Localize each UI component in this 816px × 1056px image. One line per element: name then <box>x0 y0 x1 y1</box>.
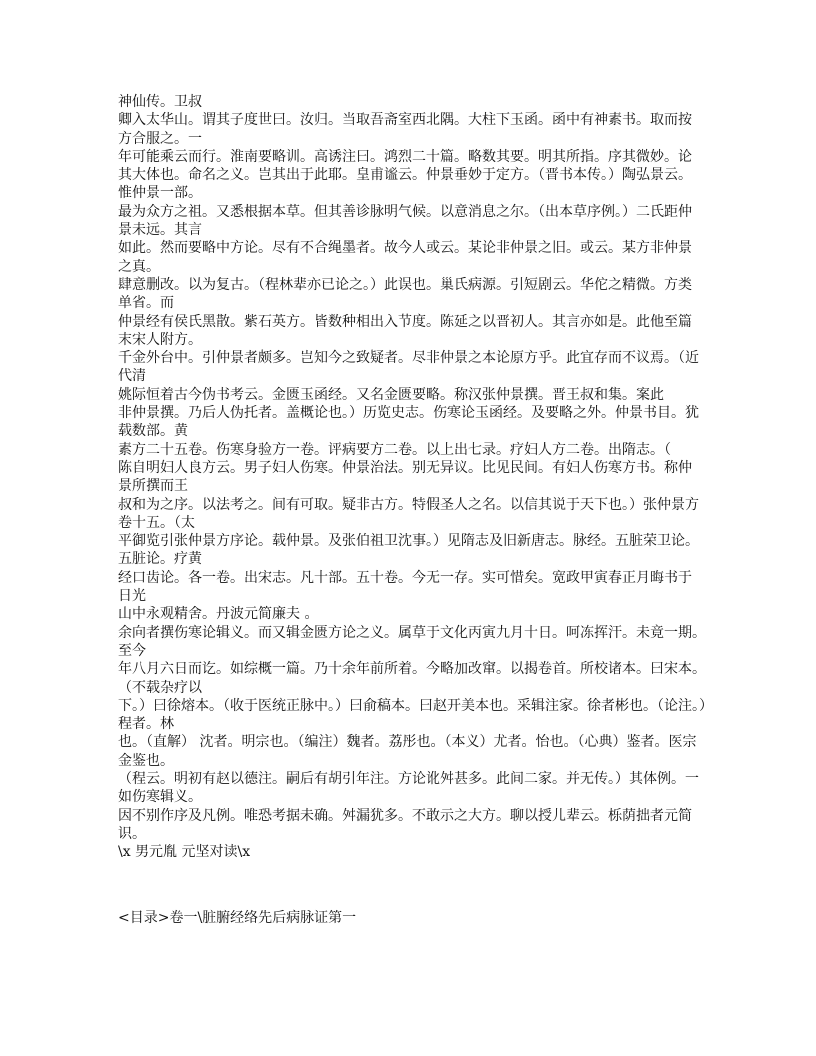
text-line: 方合服之。一 <box>118 130 202 147</box>
text-line: 山中永观精舍。丹波元简廉夫 。 <box>118 606 319 623</box>
text-line: 之真。 <box>118 258 160 275</box>
text-line: 肆意删改。以为复古。（程林辈亦已论之。）此误也。巢氏病源。引短剧云。华佗之精微。方类 <box>118 276 692 293</box>
text-line: 日光 <box>118 588 146 605</box>
text-line: 其大体也。命名之义。岂其出于此耶。皇甫谧云。仲景垂妙于定方。（晋书本传。）陶弘景云。 <box>118 167 692 184</box>
text-line: 非仲景撰。乃后人伪托者。盖概论也。）历览史志。伤寒论玉函经。及要略之外。仲景书目。犹 <box>118 405 699 422</box>
text-line: 末宋人附方。 <box>118 331 202 348</box>
text-line: 至今 <box>118 642 146 659</box>
text-line: 五脏论。疗黄 <box>118 551 202 568</box>
text-line: 最为众方之祖。又悉根据本草。但其善诊脉明气候。以意消息之尔。（出本草序例。）二氏距仲 <box>118 203 692 220</box>
toc-heading: <目录>卷一\脏腑经络先后病脉证第一 <box>118 910 357 926</box>
text-line: 素方二十五卷。伤寒身验方一卷。评病要方二卷。以上出七录。疗妇人方二卷。出隋志。（ <box>118 441 671 458</box>
text-line: 仲景经有侯氏黑散。紫石英方。皆数种相出入节度。陈延之以晋初人。其言亦如是。此他至篇 <box>118 313 692 330</box>
text-line: 经口齿论。各一卷。出宋志。凡十部。五十卷。今无一存。实可惜矣。宽政甲寅春正月晦书于 <box>118 569 692 586</box>
text-line: 如此。然而要略中方论。尽有不合绳墨者。故今人或云。某论非仲景之旧。或云。某方非仲景 <box>118 240 692 257</box>
text-line: （程云。明初有赵以德注。嗣后有胡引年注。方论讹舛甚多。此间二家。并无传。）其体例。一 <box>118 770 699 787</box>
text-line: 景所撰而王 <box>118 478 188 495</box>
text-line: 载数部。黄 <box>118 423 188 440</box>
text-line: 余向者撰伤寒论辑义。而又辑金匮方论之义。属草于文化丙寅九月十日。呵冻挥汗。未竟一期。 <box>118 624 706 641</box>
text-line: 叔和为之序。以法考之。间有可取。疑非古方。特假圣人之名。以信其说于天下也。）张仲景方 <box>118 496 699 513</box>
text-line: 代清 <box>118 368 146 385</box>
text-line: 程者。林 <box>118 716 174 733</box>
text-line: 惟仲景一部。 <box>118 185 202 202</box>
text-line: 单省。而 <box>118 295 174 312</box>
text-line: 年八月六日而讫。如综概一篇。乃十余年前所着。今略加改窜。以揭卷首。所校诸本。曰宋本。 <box>118 661 706 678</box>
document-body <box>118 93 713 861</box>
text-line: 如伤寒辑义。 <box>118 789 202 806</box>
text-line: 陈自明妇人良方云。男子妇人伤寒。仲景治法。别无异议。比见民间。有妇人伤寒方书。称仲 <box>118 459 692 476</box>
text-line: 因不别作序及凡例。唯恐考据未确。舛漏犹多。不敢示之大方。聊以授儿辈云。栎荫拙者元简 <box>118 807 692 824</box>
text-line: 金鉴也。 <box>118 752 174 769</box>
text-line: 平御览引张仲景方序论。载仲景。及张伯祖卫沈事。）见隋志及旧新唐志。脉经。五脏荣卫论。 <box>118 533 699 550</box>
text-line: 景未远。其言 <box>118 222 202 239</box>
text-line: 神仙传。卫叔 <box>118 94 202 110</box>
text-line: 识。 <box>118 825 146 842</box>
text-line: 卷十五。（太 <box>118 514 195 531</box>
text-line: 卿入太华山。谓其子度世曰。汝归。当取吾斋室西北隅。大柱下玉函。函中有神素书。取而按 <box>118 112 692 129</box>
text-line: （不载杂疗以 <box>118 679 202 696</box>
text-line: 年可能乘云而行。淮南要略训。高诱注曰。鸿烈二十篇。略数其要。明其所指。序其微妙。论 <box>118 148 692 165</box>
text-line: 姚际恒着古今伪书考云。金匮玉函经。又名金匮要略。称汉张仲景撰。晋王叔和集。案此 <box>118 386 664 403</box>
text-line: 也。（直解） 沈者。明宗也。（编注）魏者。荔彤也。（本义）尤者。怡也。（心典）鉴者。医宗 <box>118 734 697 751</box>
text-line: 千金外台中。引仲景者颇多。岂知今之致疑者。尽非仲景之本论原方乎。此宜存而不议焉。（近 <box>118 350 699 367</box>
text-line: \x 男元胤 元坚对读\x <box>118 844 251 861</box>
text-line: 下。）曰徐熔本。（收于医统正脉中。）曰俞稿本。曰赵开美本也。采辑注家。徐者彬也。（论注。） <box>118 697 713 714</box>
